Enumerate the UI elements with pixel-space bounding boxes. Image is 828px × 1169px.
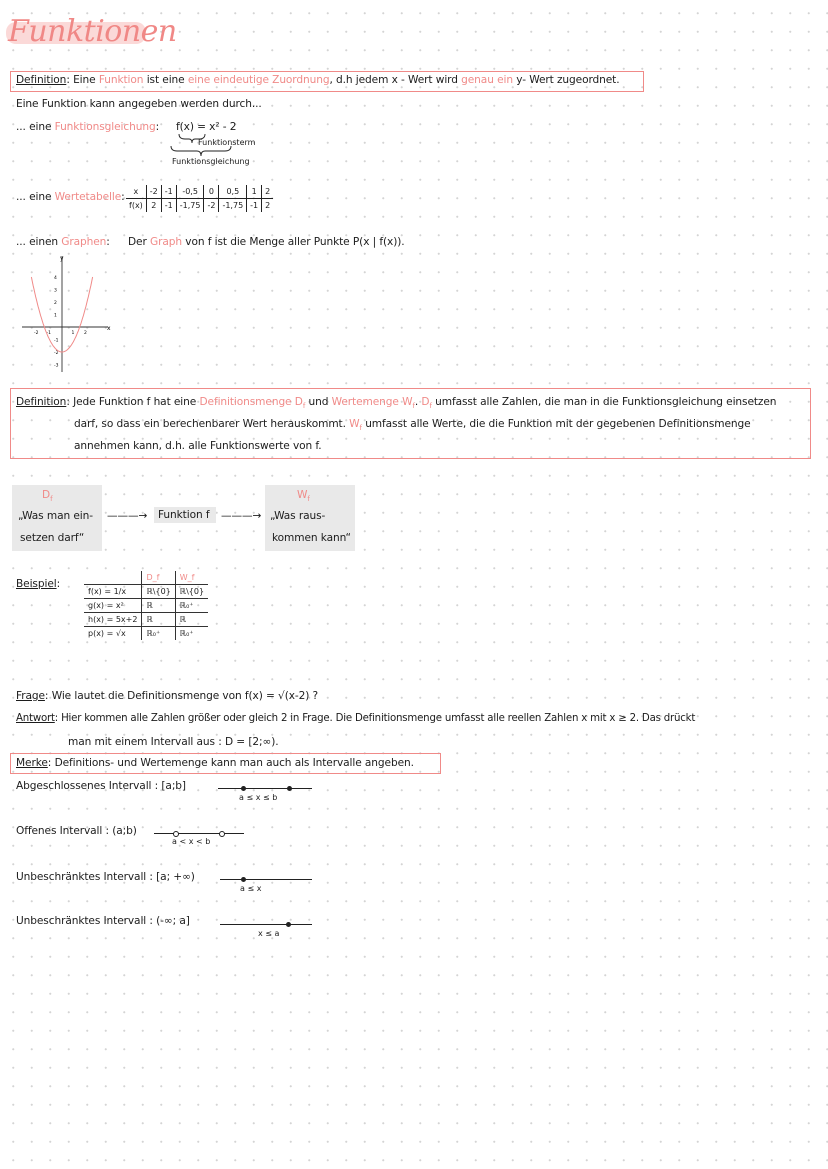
function-label: Funktion f	[158, 509, 210, 521]
table-row: g(x) = x² ℝ ℝ₀⁺	[84, 599, 208, 613]
interval-closed-label: Abgeschlossenes Intervall : [a;b]	[16, 780, 186, 792]
answer-label: Antwort	[16, 713, 55, 724]
term-graph: Graph	[150, 236, 183, 248]
arrow-2: ———→	[221, 510, 262, 522]
y-tick-label: 4	[54, 276, 57, 281]
interval-unbounded-left-label: Unbeschränktes Intervall : (-∞; a]	[16, 915, 190, 927]
y-tick-label: -1	[54, 338, 59, 344]
interval-unbounded-right-line	[220, 879, 312, 880]
term-wertetabelle: Wertetabelle	[54, 191, 122, 203]
question-text: Wie lautet die Definitionsmenge von f(x) = √(x-2) ?	[51, 690, 319, 702]
answer-text-2: man mit einem Intervall aus : D = [2;∞).	[68, 736, 279, 748]
term-funktion: Funktion	[98, 74, 144, 86]
parabola-graph	[18, 252, 118, 377]
intro-text: Eine Funktion kann angegeben werden durch...	[16, 98, 262, 110]
interval-open-line	[154, 833, 244, 834]
x-tick-label: -2	[34, 331, 39, 336]
answer-text: Hier kommen alle Zahlen größer oder gleich 2 in Frage. Die Definitionsmenge umfasst alle reellen Zahlen x mit x ≥ 2. Das drückt	[61, 713, 696, 724]
wf-text-2: kommen kann“	[272, 532, 351, 544]
example-header-row: D_f W_f	[84, 571, 208, 585]
wf-text-1: „Was raus-	[270, 510, 326, 522]
merke-text: Definitions- und Wertemenge kann man auch als Intervalle angeben.	[54, 757, 414, 769]
value-table-row-x: x -2 -1 -0,5 0 0,5 1 2	[126, 185, 273, 199]
interval-closed-dot-a	[241, 786, 246, 791]
interval-closed-dot-b	[287, 786, 292, 791]
equation-formula: f(x) = x² - 2	[176, 121, 237, 133]
term-definitionsmenge: Definitionsmenge $D_f$	[199, 396, 306, 411]
x-tick-labels	[34, 330, 87, 336]
definition-2-line-2: darf, so dass ein berechenbarer Wert herauskommt. $W_f$ umfasst alle Werte, die die Funktion mit der gegebenen Definitionsmenge	[74, 418, 751, 433]
term-eindeutige-zuordnung: eine eindeutige Zuordnung	[187, 74, 330, 86]
example-label-line: Beispiel:	[16, 578, 61, 590]
interval-open-notation: a < x < b	[172, 837, 211, 846]
table-row: p(x) = √x ℝ₀⁺ ℝ₀⁺	[84, 627, 208, 641]
term-wertemenge: Wertemenge $W_f$	[331, 396, 415, 411]
x-tick-label: -1	[46, 331, 51, 336]
y-tick-label: 2	[54, 301, 57, 306]
interval-unbounded-left-notation: x ≤ a	[258, 929, 280, 938]
interval-unbounded-right-notation: a ≤ x	[240, 884, 262, 893]
answer-line: Antwort: Hier kommen alle Zahlen größer oder gleich 2 in Frage. Die Definitionsmenge umfasst alle reellen Zahlen x mit x ≥ 2. Das drückt	[16, 713, 696, 724]
df-text-2: setzen darf“	[20, 532, 85, 544]
x-tick-label: 2	[84, 331, 87, 336]
interval-closed-notation: a ≤ x ≤ b	[239, 793, 278, 802]
example-label: Beispiel	[16, 578, 57, 590]
df-label: $D_f$	[42, 489, 53, 504]
term-genau-ein: genau ein	[461, 74, 513, 86]
value-table	[126, 185, 273, 212]
equation-line: ... eine Funktionsgleichung:	[16, 121, 160, 133]
interval-unbounded-right-dot	[241, 877, 246, 882]
graph-line: ... einen Graphen:	[16, 236, 110, 248]
definition-2-label: Definition	[16, 396, 67, 408]
y-tick-label: 3	[54, 288, 57, 294]
label-funktionsgleichung: Funktionsgleichung	[172, 157, 250, 166]
y-axis-label: y	[60, 255, 64, 262]
term-graphen: Graphen	[61, 236, 107, 248]
value-table-line: ... eine Wertetabelle:	[16, 191, 125, 203]
question-label: Frage	[16, 690, 45, 702]
interval-unbounded-right-label: Unbeschränktes Intervall : [a; +∞)	[16, 871, 195, 883]
merke-label: Merke	[16, 757, 48, 769]
df-text-1: „Was man ein-	[18, 510, 93, 522]
interval-open-dot-b	[219, 831, 225, 837]
example-table	[84, 571, 208, 640]
wf-label: $W_f$	[297, 489, 310, 504]
question-line: Frage: Wie lautet die Definitionsmenge von f(x) = √(x-2) ?	[16, 690, 319, 702]
merke-line: Merke: Definitions- und Wertemenge kann man auch als Intervalle angeben.	[16, 757, 414, 769]
value-table-row-fx: f(x) 2 -1 -1,75 -2 -1,75 -1 2	[126, 199, 273, 213]
interval-unbounded-left-line	[220, 924, 312, 925]
y-tick-label: 1	[54, 313, 57, 319]
y-tick-label: -2	[54, 351, 59, 356]
table-row: h(x) = 5x+2 ℝ ℝ	[84, 613, 208, 627]
x-tick-label: 1	[71, 331, 75, 336]
term-funktionsgleichung: Funktionsgleichung	[54, 121, 156, 133]
definition-2-line-3: annehmen kann, d.h. alle Funktionswerte von f.	[74, 440, 322, 452]
y-tick-label: -3	[54, 363, 59, 369]
interval-closed-line	[218, 788, 312, 789]
graph-description: Der Graph von f ist die Menge aller Punkte P(x | f(x)).	[128, 236, 405, 248]
interval-unbounded-left-dot	[286, 922, 291, 927]
page-title: Funktionen	[8, 14, 177, 49]
definition-2-line-1: Definition: Jede Funktion f hat eine Definitionsmenge $D_f$ und Wertemenge $W_f$. $D_f$ umfasst alle Zahlen, die man in die Funktionsgleichung einsetzen	[16, 396, 777, 411]
y-tick-labels	[54, 275, 59, 369]
interval-open-label: Offenes Intervall : (a;b)	[16, 825, 137, 837]
definition-1-label: Definition	[16, 74, 67, 86]
x-axis-label: x	[107, 325, 111, 332]
table-row: f(x) = 1/x ℝ\{0} ℝ\{0}	[84, 585, 208, 599]
definition-1-text: Definition: Eine Funktion ist eine eine eindeutige Zuordnung, d.h jedem x - Wert wird genau ein y- Wert zugeordnet.	[16, 74, 620, 86]
label-funktionsterm: Funktionsterm	[198, 138, 256, 147]
arrow-1: ———→	[107, 510, 148, 522]
